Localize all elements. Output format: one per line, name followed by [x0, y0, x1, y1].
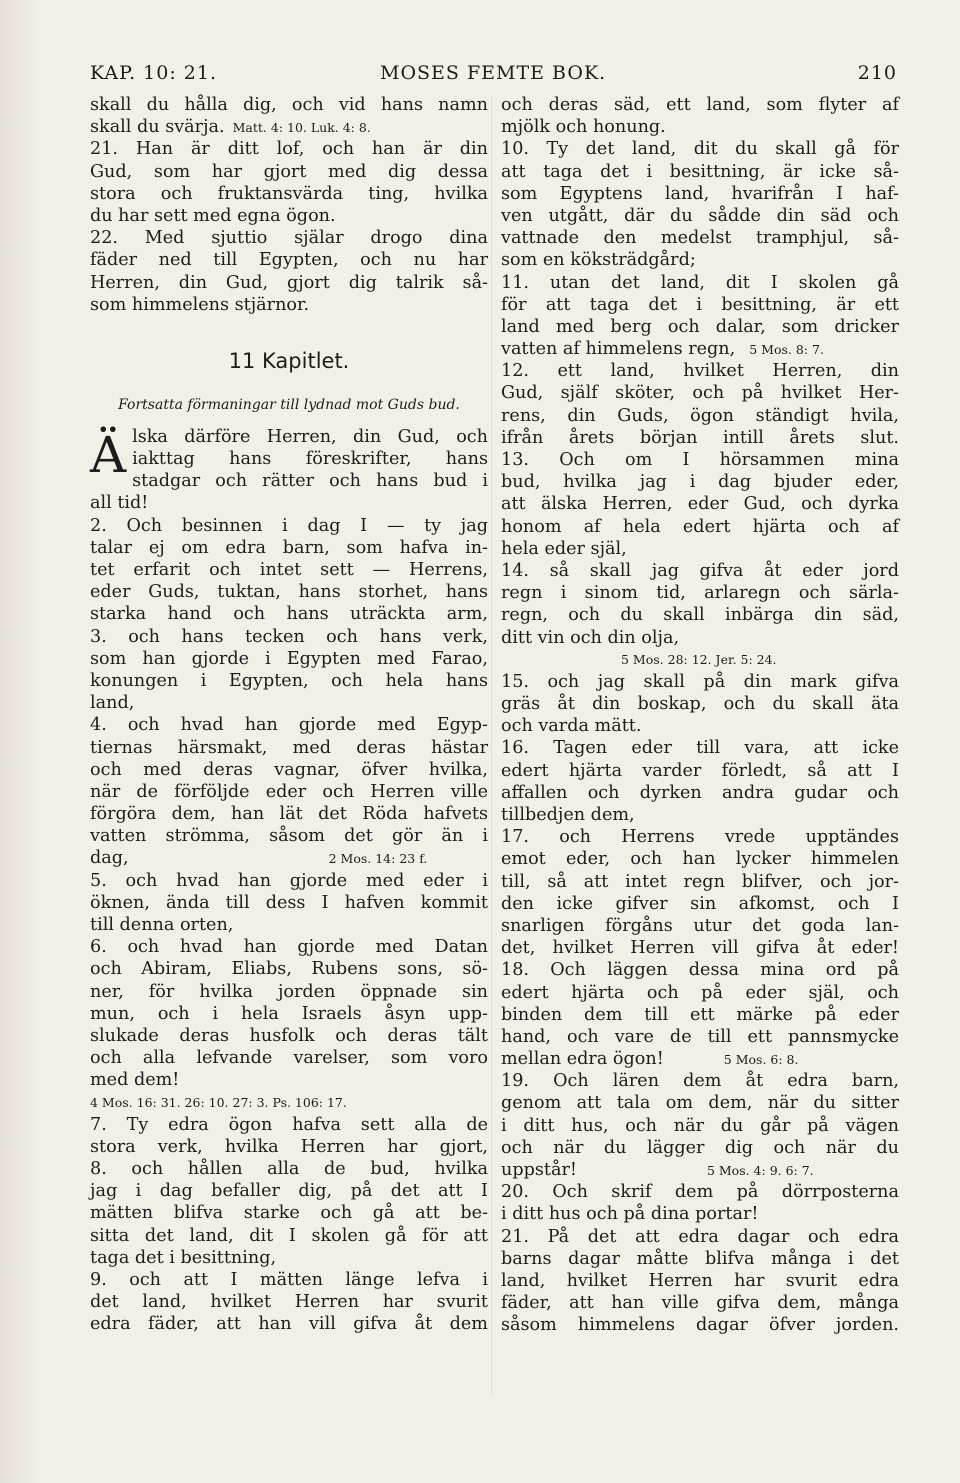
- text-line: land,: [90, 693, 135, 714]
- text-line: tet erfarit och intet sett — Herrens,: [90, 560, 488, 580]
- text-line: och med deras vagnar, öfver hvilka,: [90, 759, 488, 780]
- text-line: rens, din Guds, ögon ständigt hvila,: [501, 405, 899, 426]
- text-line: tiernas härsmakt, med deras hästar: [90, 737, 488, 758]
- text-line: fäder ned till Egypten, och nu har: [90, 250, 488, 271]
- text-line: i ditt hus, och när du går på vägen: [501, 1115, 899, 1136]
- text-line: som Egyptens land, hvarifrån I haf-: [501, 183, 899, 204]
- text-line: och när du lägger dig och när du: [501, 1137, 899, 1158]
- text-line: regn i sinom tid, arlaregn och särla-: [501, 583, 899, 604]
- text-line: Gud, som har gjort med dig dessa: [90, 161, 488, 182]
- verse-19-block: [501, 1070, 899, 1181]
- verses-7-9-block: [90, 1114, 488, 1336]
- text-line: och varda mätt.: [501, 716, 642, 737]
- cross-reference: 2 Mos. 14: 23 f.: [328, 851, 428, 867]
- text-line: barns dagar måtte blifva många i det: [501, 1248, 899, 1269]
- text-line: öknen, ända till dess I hafven kommit: [90, 892, 488, 913]
- right-column: [501, 94, 899, 1337]
- text-line: 18. Och läggen dessa mina ord på: [501, 960, 899, 981]
- text-line: att taga det i besittning, är icke så-: [501, 161, 899, 182]
- cross-reference: 4 Mos. 16: 31. 26: 10. 27: 3. Ps. 106: 17.: [90, 1094, 347, 1110]
- text-line: ner, för hvilka jorden öppnade sin: [90, 981, 488, 1002]
- verse-1-block: [90, 426, 488, 515]
- text-line: gräs åt din boskap, och du skall äta: [501, 694, 899, 715]
- left-column: [90, 94, 488, 1336]
- text-line: när de förföljde eder och Herren ville: [90, 781, 488, 802]
- left-top-block: [90, 94, 488, 316]
- text-line: mätten blifva starke och gå att be-: [90, 1203, 488, 1224]
- text-line: Gud, själf sköter, och på hvilket Her-: [501, 383, 899, 404]
- text-line: 6. och hvad han gjorde med Datan: [90, 937, 488, 958]
- verses-20-21-block: [501, 1181, 899, 1336]
- text-line: edert hjärta och på eder själ, och: [501, 982, 899, 1003]
- text-line: 17. och Herrens vrede upptändes: [501, 827, 899, 848]
- text-line: uppstår! 5 Mos. 4: 9. 6: 7.: [501, 1160, 814, 1180]
- text-line: 8. och hållen alla de bud, hvilka: [90, 1159, 488, 1180]
- cross-reference: Matt. 4: 10. Luk. 4: 8.: [232, 120, 371, 136]
- text-line: vatten af himmelens regn, 5 Mos. 8: 7.: [501, 339, 824, 360]
- column-divider: [491, 96, 492, 1396]
- text-line: stadgar och rätter och hans bud i: [132, 471, 488, 492]
- text-line: stora verk, hvilka Herren har gjort,: [90, 1136, 488, 1157]
- text-line: mjölk och honung.: [501, 117, 666, 138]
- drop-cap: Ä: [90, 425, 127, 484]
- text-line: till, så att intet regn blifver, och jor-: [501, 871, 899, 892]
- text-line: land med berg och dalar, som dricker: [501, 316, 899, 337]
- text-line: hand, och vare de till ett pannsmycke: [501, 1026, 899, 1047]
- text-line: slukade deras husfolk och deras tält: [90, 1025, 488, 1046]
- text-line: ditt vin och din olja,: [501, 627, 680, 648]
- text-line: all tid!: [90, 493, 149, 514]
- chapter-summary: Fortsatta förmaningar till lydnad mot Guds bud.: [118, 396, 460, 413]
- text-line: bud, hvilka jag i dag bjuder eder,: [501, 472, 899, 493]
- text-line: genom att tala om dem, när du sitter: [501, 1093, 899, 1114]
- text-line: ifrån årets början intill årets slut.: [501, 427, 899, 448]
- cross-reference: 5 Mos. 8: 7.: [749, 342, 824, 358]
- text-line: land, hvilket Herren har svurit edra: [501, 1270, 899, 1291]
- text-line: 10. Ty det land, dit du skall gå för: [501, 139, 899, 160]
- text-line: 12. ett land, hvilket Herren, din: [501, 361, 899, 382]
- text-line: konungen i Egypten, och hela hans: [90, 670, 488, 691]
- header-book-title: MOSES FEMTE BOK.: [380, 62, 607, 84]
- text-line: 5. och hvad han gjorde med eder i: [90, 870, 488, 891]
- text-line: 22. Med sjuttio själar drogo dina: [90, 228, 488, 249]
- text-line: den icke gifver sin afkomst, och I: [501, 893, 899, 914]
- header-chapter-ref: KAP. 10: 21.: [90, 62, 217, 84]
- text-line: stora och fruktansvärda ting, hvilka: [90, 183, 488, 204]
- text-line: eder Guds, tuktan, hans storhet, hans: [90, 582, 488, 603]
- text-line: 13. Och om I hörsammen mina: [501, 450, 899, 470]
- text-line: affallen och dyrken andra gudar och: [501, 782, 899, 803]
- text-line: talar ej om edra barn, som hafva in-: [90, 537, 488, 558]
- cross-reference: 5 Mos. 4: 9. 6: 7.: [706, 1163, 814, 1178]
- text-line: och Abiram, Eliabs, Rubens sons, sö-: [90, 959, 488, 980]
- text-line: som en köksträdgård;: [501, 250, 696, 271]
- text-line: 2. Och besinnen i dag I — ty jag: [90, 515, 488, 536]
- text-line: 9. och att I mätten länge lefva i: [90, 1270, 488, 1290]
- text-line: 11. utan det land, dit I skolen gå: [501, 272, 899, 293]
- cross-reference: 5 Mos. 6: 8.: [723, 1052, 799, 1068]
- running-header: [90, 62, 897, 88]
- text-line: skall du svärja. Matt. 4: 10. Luk. 4: 8.: [90, 117, 371, 138]
- text-line: som han gjorde i Egypten med Farao,: [90, 648, 488, 669]
- text-line: som himmelens stjärnor.: [90, 294, 310, 315]
- text-line: 16. Tagen eder till vara, att icke: [501, 738, 899, 759]
- verses-2-4-block: [90, 515, 488, 870]
- text-line: och alla lefvande varelser, som voro: [90, 1048, 488, 1069]
- text-line: du har sett med egna ögon.: [90, 205, 336, 226]
- cross-reference: 5 Mos. 28: 12. Jer. 5: 24.: [621, 651, 777, 667]
- text-line: och deras säd, ett land, som flyter af: [501, 95, 899, 115]
- text-line: Herren, din Gud, gjort dig talrik så-: [90, 272, 488, 293]
- text-line: 21. På det att edra dagar och edra: [501, 1226, 899, 1247]
- text-line: starka hand och hans uträckta arm,: [90, 604, 488, 625]
- text-line: vattnade den medelst tramphjul, så-: [501, 228, 899, 249]
- text-line: 21. Han är ditt lof, och han är din: [90, 139, 488, 160]
- text-line: mellan edra ögon! 5 Mos. 6: 8.: [501, 1049, 799, 1070]
- text-line: vatten strömma, såsom det gör än i: [90, 826, 488, 847]
- text-line: det land, hvilket Herren har svurit: [90, 1292, 488, 1313]
- text-line: binden dem till ett märke på eder: [501, 1004, 899, 1025]
- text-line: 15. och jag skall på din mark gifva: [501, 671, 899, 692]
- text-line: regn, och du skall inbärga din säd,: [501, 605, 899, 626]
- text-line: edra fäder, att han vill gifva åt dem: [90, 1314, 488, 1335]
- verses-15-18-block: [501, 671, 899, 1070]
- text-line: sitta det land, dit I skolen gå för att: [90, 1225, 488, 1246]
- text-line: 4. och hvad han gjorde med Egyp-: [90, 715, 488, 736]
- page-number: 210: [857, 62, 897, 84]
- page-edge: [0, 0, 40, 1483]
- text-line: för att taga det i besittning, är ett: [501, 294, 899, 315]
- text-line: hela eder själ,: [501, 538, 627, 559]
- text-line: ven utgått, där du sådde din säd och: [501, 205, 899, 226]
- text-line: att älska Herren, eder Gud, och dyrka: [501, 494, 899, 515]
- text-line: 19. Och lären dem åt edra barn,: [501, 1071, 899, 1092]
- text-line: dag, 2 Mos. 14: 23 f.: [90, 848, 428, 869]
- text-line: i ditt hus och på dina portar!: [501, 1204, 759, 1225]
- text-line: jag i dag befaller dig, på det att I: [90, 1181, 488, 1202]
- verses-10-11-block: [501, 94, 899, 360]
- text-line: taga det i besittning,: [90, 1247, 277, 1268]
- verses-12-14-block: [501, 360, 899, 671]
- text-line: 20. Och skrif dem på dörrposterna: [501, 1182, 899, 1203]
- text-line: iakttag hans föreskrifter, hans: [132, 449, 488, 470]
- text-line: till denna orten,: [90, 915, 234, 935]
- text-line: fäder, att han ville gifva dem, många: [501, 1293, 899, 1314]
- text-line: emot eder, och han lycker himmelen: [501, 849, 899, 870]
- chapter-heading: 11 Kapitlet.: [228, 348, 350, 373]
- text-line: det, hvilket Herren vill gifva åt eder!: [501, 938, 899, 959]
- text-line: lska därföre Herren, din Gud, och: [132, 426, 488, 447]
- text-line: såsom himmelens dagar öfver jorden.: [501, 1315, 899, 1336]
- text-line: edert hjärta varder förledt, så att I: [501, 760, 899, 781]
- text-line: tillbedjen dem,: [501, 805, 635, 825]
- text-line: förgöra dem, han lät det Röda hafvets: [90, 804, 488, 825]
- text-line: 3. och hans tecken och hans verk,: [90, 626, 488, 647]
- text-line: mun, och i hela Israels åsyn upp-: [90, 1003, 488, 1024]
- text-line: med dem!: [90, 1070, 180, 1091]
- text-line: honom af hela edert hjärta och af: [501, 516, 899, 537]
- text-line: 14. så skall jag gifva åt eder jord: [501, 560, 899, 581]
- text-line: 7. Ty edra ögon hafva sett alla de: [90, 1114, 488, 1135]
- text-line: snarligen förgåns utur det goda lan-: [501, 915, 899, 936]
- verses-5-6-block: [90, 870, 488, 1114]
- text-line: skall du hålla dig, och vid hans namn: [90, 95, 488, 115]
